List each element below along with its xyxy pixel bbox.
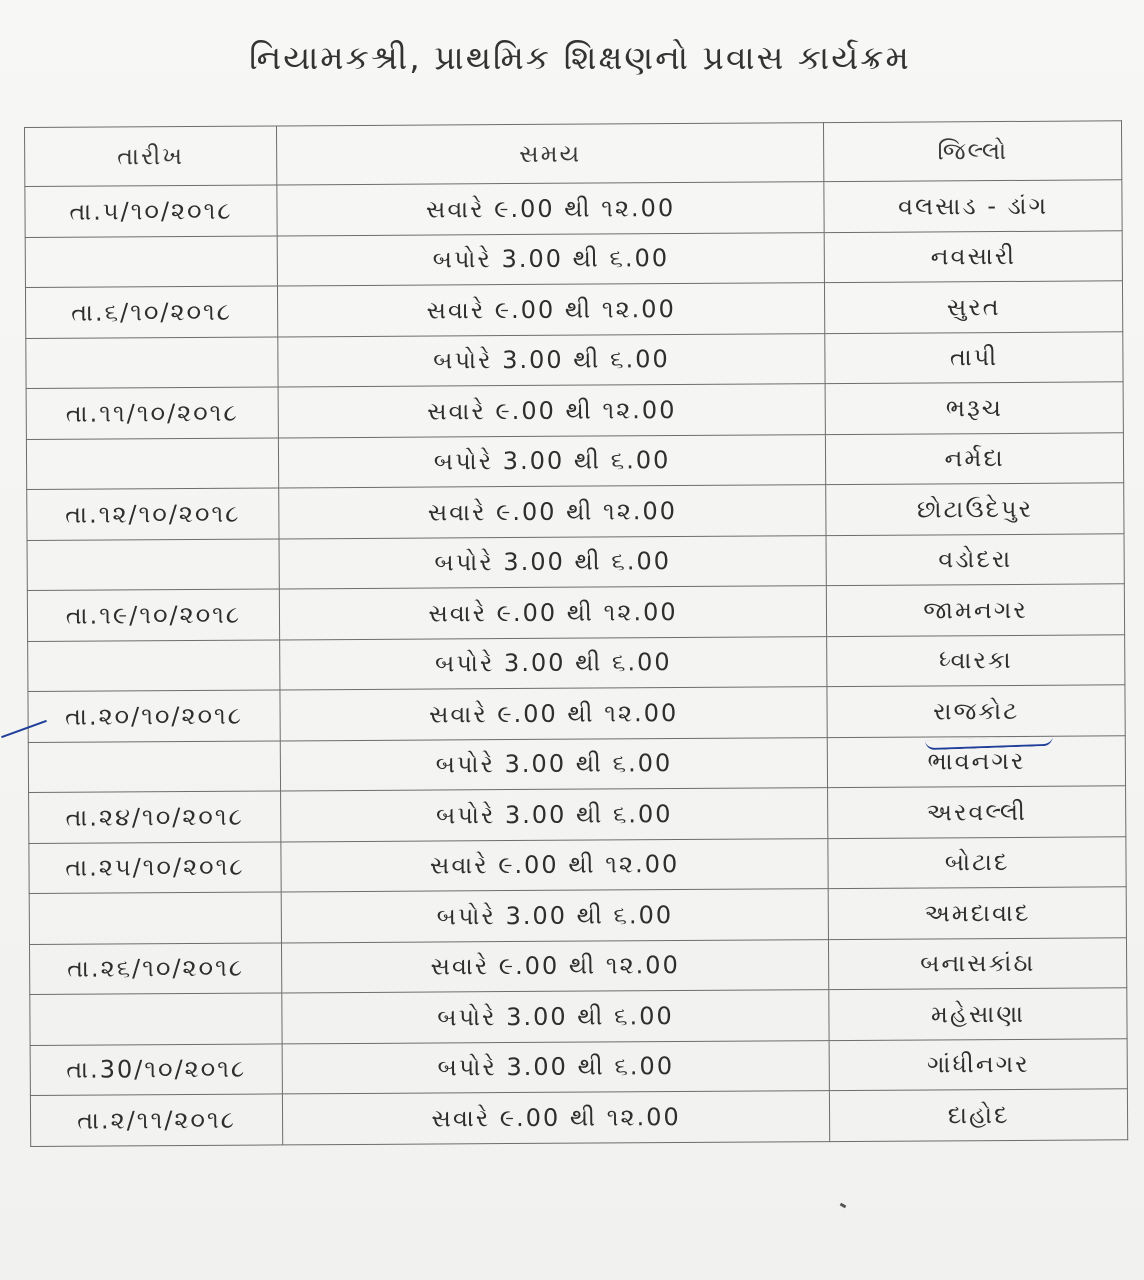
cell-date <box>27 538 279 590</box>
cell-district: જામનગર <box>827 584 1125 636</box>
cell-district: ભાવનગર <box>827 735 1125 787</box>
table-row <box>25 230 1122 287</box>
cell-time: બપોરે 3.00 થી ૬.00 <box>282 990 830 1044</box>
page-title: નિયામકશ્રી, પ્રાથમિક શિક્ષણનો પ્રવાસ કાર્યક્રમ <box>249 38 911 77</box>
cell-date <box>26 336 278 388</box>
cell-date: તા.૨૦/૧૦/૨૦૧૮ <box>28 690 280 742</box>
cell-district: છોટાઉદેપુર <box>826 483 1124 535</box>
cell-date <box>25 235 277 287</box>
header-district: જિલ્લો <box>824 121 1122 182</box>
cell-district: રાજકોટ <box>827 685 1125 737</box>
cell-time: બપોરે 3.00 થી ૬.00 <box>280 737 828 791</box>
cell-date: તા.૨૫/૧૦/૨૦૧૮ <box>29 841 281 893</box>
cell-date <box>29 892 281 944</box>
cell-time: સવારે ૯.00 થી ૧૨.00 <box>282 1091 830 1145</box>
cell-district: ગાંધીનગર <box>829 1038 1127 1090</box>
cell-time: બપોરે 3.00 થી ૬.00 <box>281 889 829 943</box>
cell-district: સુરત <box>825 281 1123 333</box>
cell-district: બનાસકાંઠા <box>829 937 1127 989</box>
cell-district: અરવલ્લી <box>828 786 1126 838</box>
table-row <box>29 887 1126 944</box>
cell-district: મહેસાણા <box>829 988 1127 1040</box>
table-row <box>27 584 1124 641</box>
cell-time: સવારે ૯.00 થી ૧૨.00 <box>278 384 826 438</box>
table-row <box>29 836 1126 893</box>
cell-date: તા.૧૨/૧૦/૨૦૧૮ <box>27 488 279 540</box>
table-header-row <box>25 121 1122 187</box>
table-row <box>26 331 1123 388</box>
table-row <box>28 634 1125 691</box>
table-row <box>25 281 1122 338</box>
cell-date: તા.૨૪/૧૦/૨૦૧૮ <box>29 791 281 843</box>
cell-date: તા.૫/૧૦/૨૦૧૮ <box>25 185 277 237</box>
table-row <box>29 786 1126 843</box>
cell-time: બપોરે 3.00 થી ૬.00 <box>280 788 828 842</box>
table-row <box>26 382 1123 439</box>
cell-time: બપોરે 3.00 થી ૬.00 <box>280 636 828 690</box>
table-row <box>29 937 1126 994</box>
cell-time: સવારે ૯.00 થી ૧૨.00 <box>280 687 828 741</box>
cell-time: સવારે ૯.00 થી ૧૨.00 <box>277 182 825 236</box>
cell-time: બપોરે 3.00 થી ૬.00 <box>279 535 827 589</box>
cell-district: દાહોદ <box>830 1089 1128 1141</box>
cell-district: તાપી <box>825 331 1123 383</box>
cell-time: સવારે ૯.00 થી ૧૨.00 <box>281 939 829 993</box>
table-row <box>30 1089 1127 1146</box>
table-row <box>27 483 1124 540</box>
cell-time: સવારે ૯.00 થી ૧૨.00 <box>279 586 827 640</box>
cell-district: નવસારી <box>824 230 1122 282</box>
table-row <box>25 180 1122 237</box>
table-row <box>28 685 1125 742</box>
cell-date <box>26 437 278 489</box>
cell-date: તા.૧૧/૧૦/૨૦૧૮ <box>26 387 278 439</box>
cell-date <box>28 639 280 691</box>
cell-district: અમદાવાદ <box>828 887 1126 939</box>
table-row <box>27 533 1124 590</box>
cell-date <box>30 993 282 1045</box>
cell-district: નર્મદા <box>826 432 1124 484</box>
cell-date: તા.૨/૧૧/૨૦૧૮ <box>30 1094 282 1146</box>
cell-time: સવારે ૯.00 થી ૧૨.00 <box>277 283 825 337</box>
cell-time: બપોરે 3.00 થી ૬.00 <box>278 434 826 488</box>
cell-district: વડોદરા <box>826 533 1124 585</box>
cell-date: તા.30/૧૦/૨૦૧૮ <box>30 1043 282 1095</box>
cell-district: ધ્વારકા <box>827 634 1125 686</box>
tour-schedule-table <box>24 120 1128 1146</box>
cell-time: બપોરે 3.00 થી ૬.00 <box>278 333 826 387</box>
cell-district: ભરૂચ <box>825 382 1123 434</box>
cell-district: વલસાડ - ડાંગ <box>824 180 1122 232</box>
cell-date: તા.૬/૧૦/૨૦૧૮ <box>25 286 277 338</box>
cell-time: બપોરે 3.00 થી ૬.00 <box>282 1040 830 1094</box>
cell-time: બપોરે 3.00 થી ૬.00 <box>277 232 825 286</box>
cell-date <box>28 740 280 792</box>
header-time: સમય <box>276 123 824 185</box>
cell-date: તા.૧૯/૧૦/૨૦૧૮ <box>27 589 279 641</box>
cell-time: સવારે ૯.00 થી ૧૨.00 <box>281 838 829 892</box>
cell-time: સવારે ૯.00 થી ૧૨.00 <box>279 485 827 539</box>
table-row <box>30 988 1127 1045</box>
cell-date: તા.૨૬/૧૦/૨૦૧૮ <box>29 942 281 994</box>
table-row <box>26 432 1123 489</box>
stray-ink-mark <box>840 1203 847 1209</box>
table-row <box>30 1038 1127 1095</box>
cell-district: બોટાદ <box>828 836 1126 888</box>
header-date: તારીખ <box>25 126 277 187</box>
